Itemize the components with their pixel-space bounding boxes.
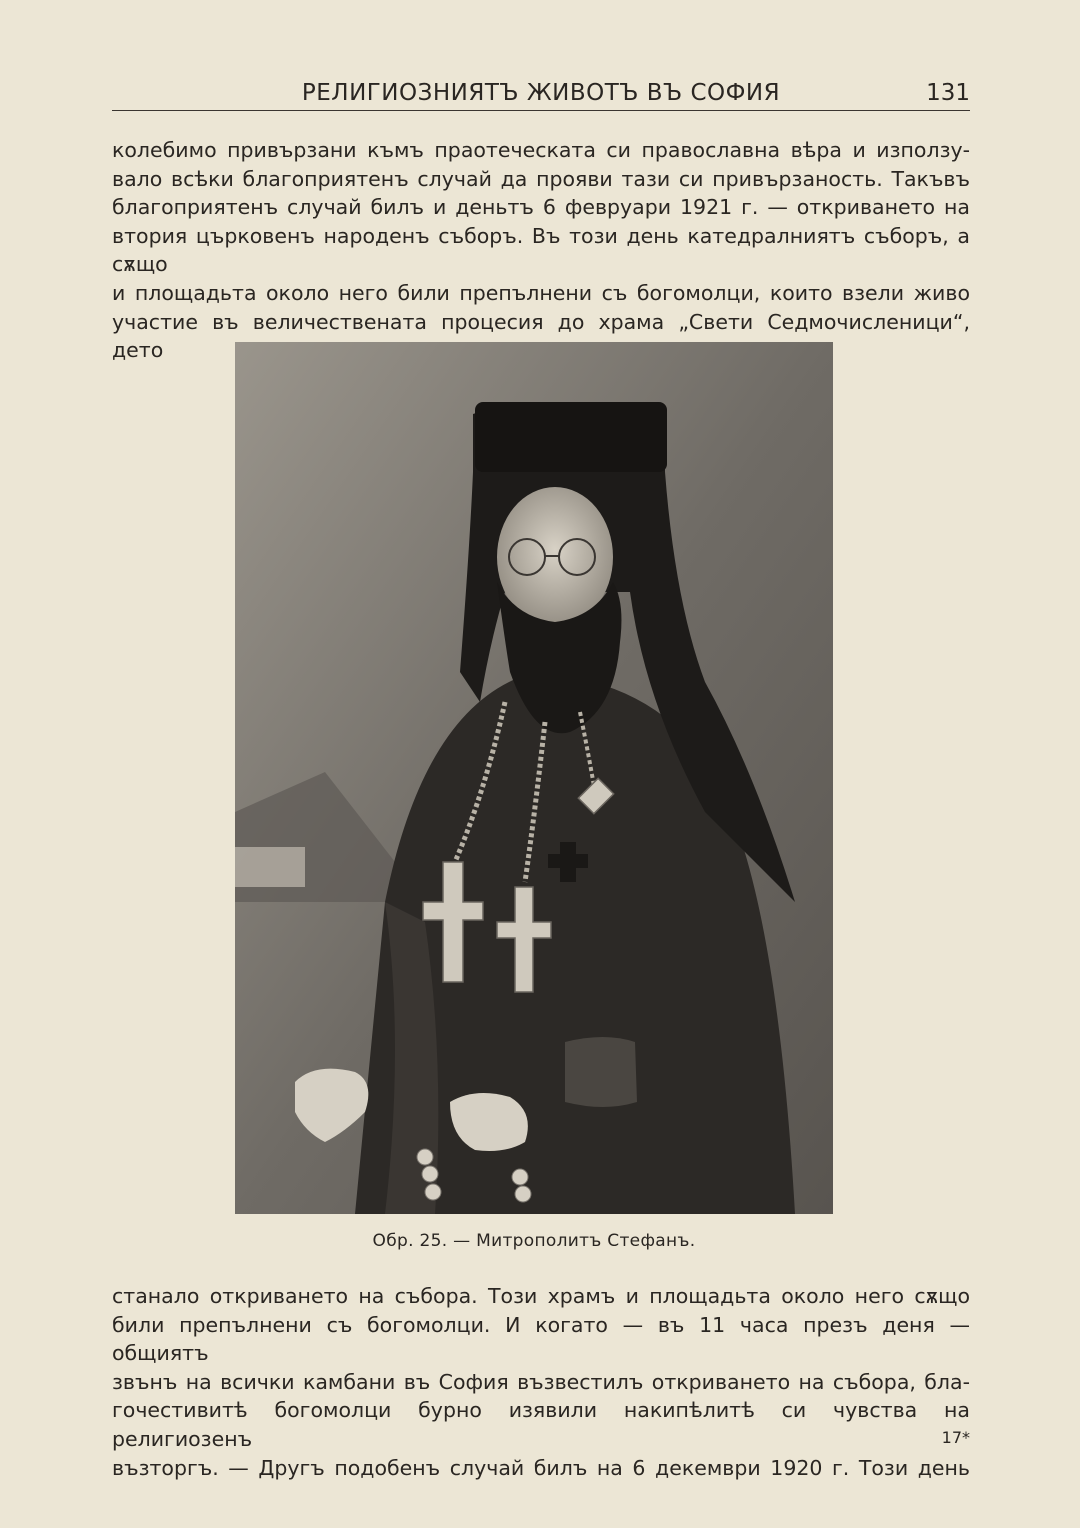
top-paragraph — [112, 136, 970, 365]
signature-mark: 17* — [941, 1428, 970, 1447]
text-line: звънъ на всички камбани въ София възвестилъ откриването на събора, бла- — [112, 1369, 970, 1394]
bottom-paragraph — [112, 1282, 970, 1482]
text-line: били препълнени съ богомолци. И когато — въ 11 часа презъ деня — общиятъ — [112, 1312, 970, 1366]
text-line: участие въ величествената процесия до храма „Свети Седмочисленици“, дето — [112, 309, 970, 363]
text-line: колебимо привързани къмъ праотеческата си православна вѣра и използу- — [112, 138, 970, 162]
text-line: станало откриването на събора. Този храмъ и площадьта около него сѫщо — [112, 1284, 970, 1308]
figure-caption: Обр. 25. — Митрополитъ Стефанъ. — [372, 1231, 696, 1251]
text-line: гочестивитѣ богомолци бурно изявили накипѣлитѣ си чувства на религиозенъ — [112, 1398, 970, 1451]
text-line: възторгъ. — Другъ подобенъ случай билъ на 6 декември 1920 г. Този день — [112, 1455, 970, 1480]
text-line: втория църковенъ народенъ съборъ. Въ този день катедралниятъ съборъ, а сѫщо — [112, 223, 970, 277]
page-number: 131 — [926, 80, 970, 106]
text-line: благоприятенъ случай билъ и деньтъ 6 февруари 1921 г. — откриването на — [112, 195, 970, 220]
running-title: РЕЛИГИОЗНИЯТЪ ЖИВОТЪ ВЪ СОФИЯ — [301, 80, 781, 106]
page-header — [112, 76, 970, 111]
text-line: и площадьта около него били препълнени съ богомолци, които взели живо — [112, 280, 970, 305]
text-line: вало всѣки благоприятенъ случай да прояви тази си привързаность. Такъвъ — [112, 166, 970, 191]
portrait-photo — [235, 342, 833, 1214]
